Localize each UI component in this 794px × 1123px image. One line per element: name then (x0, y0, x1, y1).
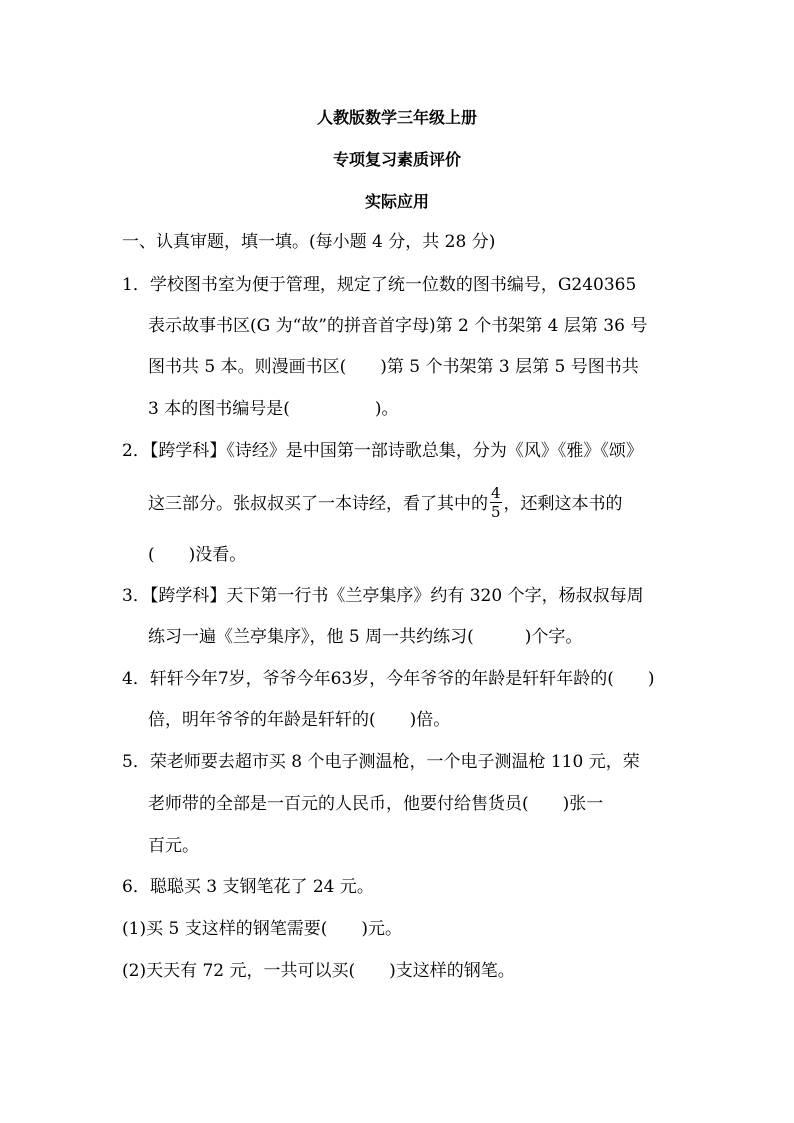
question-2-line-3: ( )没看。 (148, 545, 247, 565)
topic-title: 实际应用 (364, 192, 429, 211)
question-1-line-2: 表示故事书区(G 为“故”的拼音首字母)第 2 个书架第 4 层第 36 号 (148, 316, 648, 336)
question-1-line-4: 3 本的图书编号是( )。 (148, 399, 399, 419)
question-6-line-1: 6．聪聪买 3 支钢笔花了 24 元。 (122, 877, 374, 897)
question-2-line-1: 2．【跨学科】《诗经》是中国第一部诗歌总集，分为《风》《雅》《颂》 (122, 441, 643, 461)
question-2-line-2-before: 这三部分。张叔叔买了一本诗经，看了其中的 (148, 494, 488, 514)
question-3-line-2: 练习一遍《兰亭集序》，他 5 周一共约练习( )个字。 (148, 627, 583, 647)
question-5-line-2: 老师带的全部是一百元的人民币，他要付给售货员( )张一 (148, 794, 604, 814)
question-2-line-2-after: ，还剩这本书的 (503, 494, 623, 514)
question-4-line-2: 倍，明年爷爷的年龄是轩轩的( )倍。 (148, 710, 451, 730)
question-1-line-1: 1．学校图书室为便于管理，规定了统一位数的图书编号，G240365 (122, 275, 637, 295)
question-6-sub-2: (2)天天有 72 元，一共可以买( )支这样的钢笔。 (122, 961, 515, 981)
document-subtitle: 专项复习素质评价 (332, 150, 461, 169)
fraction-four-fifths (490, 484, 502, 521)
fraction-denominator: 5 (491, 503, 501, 521)
question-3-line-1: 3．【跨学科】天下第一行书《兰亭集序》约有 320 个字，杨叔叔每周 (122, 586, 644, 606)
fraction-numerator: 4 (491, 484, 501, 502)
question-5-line-1: 5．荣老师要去超市买 8 个电子测温枪，一个电子测温枪 110 元，荣 (122, 752, 640, 772)
question-2-line-2 (148, 486, 623, 523)
question-1-line-3: 图书共 5 本。则漫画书区( )第 5 个书架第 3 层第 5 号图书共 (148, 357, 639, 377)
question-4-line-1: 4．轩轩今年7岁，爷爷今年63岁，今年爷爷的年龄是轩轩年龄的( ) (122, 669, 655, 689)
question-6-sub-1: (1)买 5 支这样的钢笔需要( )元。 (122, 919, 402, 939)
document-title: 人教版数学三年级上册 (316, 108, 477, 127)
question-5-line-3: 百元。 (148, 836, 199, 856)
section-heading: 一、认真审题，填一填。(每小题 4 分，共 28 分) (122, 232, 496, 252)
